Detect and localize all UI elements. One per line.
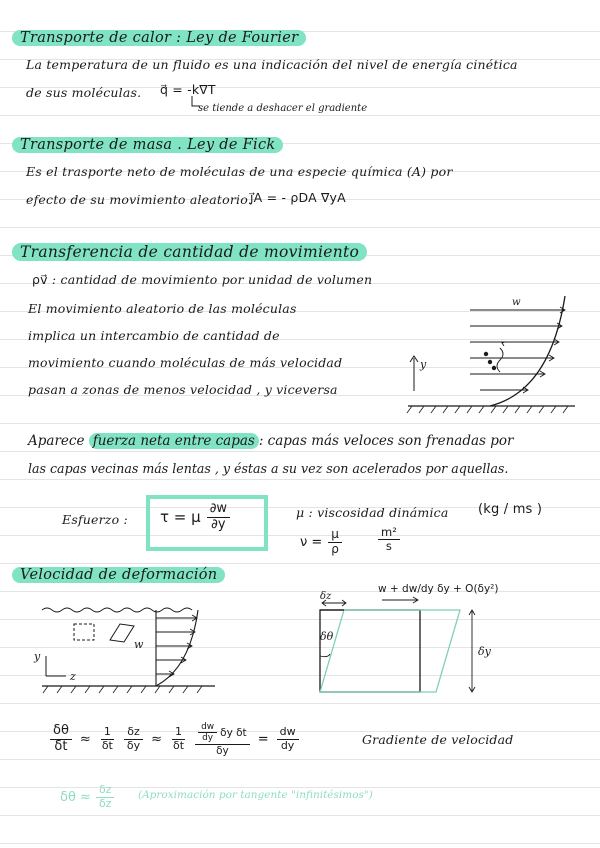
deformation-dy-label: δy xyxy=(478,645,491,658)
force-rest: : capas más veloces son frenadas por xyxy=(258,433,514,449)
velocity-profile-label-y: y xyxy=(420,358,427,371)
momentum-para-line1: El movimiento aleatorio de las moléculas xyxy=(28,301,297,316)
stress-lhs: τ = μ xyxy=(160,508,201,527)
mass-text-line1: Es el trasporte neto de moléculas de una especie química (A) por xyxy=(26,164,453,179)
approximation-note: (Aproximación por tangente "infinitésimos") xyxy=(138,789,373,801)
mu-units: (kg / ms ) xyxy=(478,502,543,517)
heat-title: Transporte de calor : Ley de Fourier xyxy=(12,30,306,46)
gradient-label: Gradiente de velocidad xyxy=(362,732,514,747)
force-line1 xyxy=(28,433,513,449)
mass-title: Transporte de masa . Ley de Fick xyxy=(12,137,283,153)
nu-fraction: $\frac{\mu}{\rho}$ xyxy=(328,528,342,557)
force-line2: las capas vecinas más lentas , y éstas a su vez son acelerados por aquellas. xyxy=(28,461,509,476)
heat-equation: q⃗ = -k∇T xyxy=(160,82,216,97)
force-prefix: Aparece xyxy=(28,433,85,449)
momentum-definition-text: : cantidad de movimiento por unidad de volumen xyxy=(51,272,373,287)
mass-text-line2: efecto de su movimiento aleatorio. xyxy=(26,192,252,207)
deformation-flow-diagram xyxy=(30,598,230,702)
momentum-title: Transferencia de cantidad de movimiento xyxy=(12,243,367,261)
deformation-dtheta-label: δθ xyxy=(320,630,334,643)
stress-label: Esfuerzo : xyxy=(62,512,128,527)
deformation-label-w: w xyxy=(134,638,144,651)
heat-text-line2: de sus moléculas. xyxy=(26,85,142,100)
heat-note: se tiende a deshacer el gradiente xyxy=(198,103,368,114)
deformation-dz-label: δz xyxy=(320,591,332,602)
momentum-symbol: ρv⃗ xyxy=(32,272,48,287)
momentum-para-line3: movimiento cuando moléculas de más velocidad xyxy=(28,355,343,370)
approximation-equation: δθ ≈ $\frac{\delta z}{\delta z}$ xyxy=(60,784,114,810)
mass-equation: j⃗A = - ρDA ∇yA xyxy=(250,190,346,205)
heat-note-arrow xyxy=(190,96,202,110)
heat-text-line1: La temperatura de un fluido es una indicación del nivel de energía cinética xyxy=(26,57,518,72)
deformation-title: Velocidad de deformación xyxy=(12,567,225,583)
deformation-label-y: y xyxy=(34,650,41,663)
deformation-label-z: z xyxy=(70,670,76,683)
deformed-element-diagram xyxy=(310,600,490,704)
force-highlight: fuerza neta entre capas xyxy=(89,433,259,449)
stress-fraction: $\frac{\partial w}{\partial y}$ xyxy=(207,502,230,533)
momentum-definition xyxy=(32,272,372,287)
stress-equation xyxy=(160,502,230,533)
nu-equation: ν = $\frac{\mu}{\rho}$ xyxy=(300,528,342,557)
nu-units: $\frac{\text{m²}}{s}$ xyxy=(378,526,400,553)
deformation-top-label: w + dw/dy δy + O(δy²) xyxy=(378,583,499,595)
deformation-equation: $\frac{\delta\theta}{\delta t}$ ≈ $\frac{1}{\delta t}$ $\frac{\delta z}{\delta y}$ ≈ $\frac{1}{\delta t}$ $\frac{dw}{dy}$ δy δt δy = $\frac{dw}{dy}$ xyxy=(50,722,299,757)
momentum-para-line4: pasan a zonas de menos velocidad , y viceversa xyxy=(28,382,338,397)
mu-definition: μ : viscosidad dinámica xyxy=(296,505,449,520)
momentum-para-line2: implica un intercambio de cantidad de xyxy=(28,328,280,343)
velocity-profile-label-w: w xyxy=(512,297,521,308)
velocity-profile-diagram xyxy=(400,296,580,418)
